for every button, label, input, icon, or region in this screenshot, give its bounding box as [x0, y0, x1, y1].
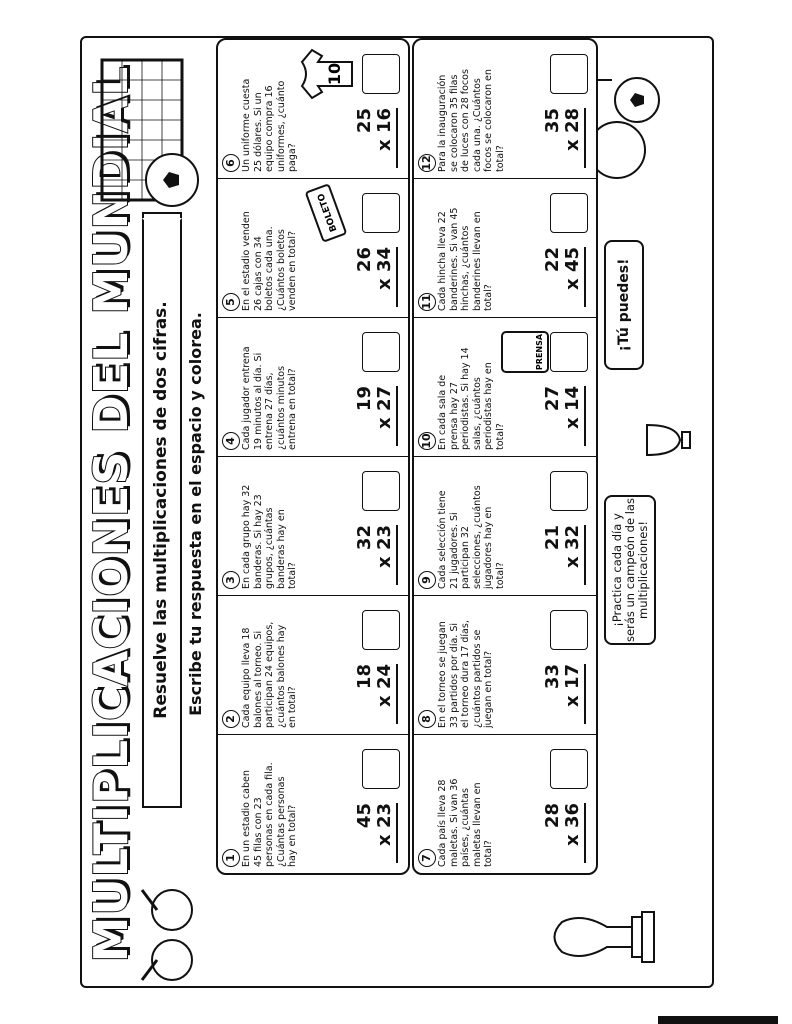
svg-text:10: 10: [325, 62, 344, 86]
subtitle-ribbon: [142, 240, 182, 780]
problem-text: Cada selección tiene 21 jugadores. Si participan 32 selecciones, ¿cuántos jugadores hay en total?: [437, 485, 506, 589]
problem-number: 12: [418, 154, 436, 172]
answer-box[interactable]: [362, 54, 400, 94]
answer-box[interactable]: [362, 471, 400, 511]
multiplication: 45 x 23: [355, 803, 398, 863]
problem-text: En el torneo se juegan 33 partidos por día. Si el torneo dura 17 días, ¿cuántos partidos se juegan en total?: [437, 620, 495, 728]
problem-number: 9: [418, 571, 436, 589]
problem-number: 3: [222, 571, 240, 589]
problem-text: En cada sala de prensa hay 27 periodistas. Si hay 14 salas, ¿cuántos periodistas hay en total?: [437, 347, 506, 450]
answer-box[interactable]: [362, 193, 400, 233]
svg-text:BOLETO: BOLETO: [316, 191, 340, 233]
multiplication: 21 x 32: [543, 525, 586, 585]
problem-card-8: [414, 596, 596, 735]
problem-text: Un uniforme cuesta 25 dólares. Si un equipo compra 16 uniformes, ¿cuánto paga?: [241, 78, 299, 172]
goal-and-ball-icon: [97, 50, 207, 210]
problem-card-12: [414, 40, 596, 179]
footer-bar: [658, 1016, 778, 1024]
answer-box[interactable]: [550, 610, 588, 650]
problems-row-2: [412, 38, 598, 875]
multiplication: 32 x 23: [355, 525, 398, 585]
answer-box[interactable]: [550, 471, 588, 511]
problem-card-2: [218, 596, 408, 735]
problem-text: Cada hincha lleva 22 banderines. Si van 45 hinchas, ¿cuántos banderines llevan en total?: [437, 207, 495, 311]
answer-box[interactable]: [550, 54, 588, 94]
problem-number: 1: [222, 849, 240, 867]
ticket-icon: [296, 183, 356, 243]
answer-box[interactable]: [362, 332, 400, 372]
problem-text: Cada país lleva 28 maletas. Si van 36 países, ¿cuántas maletas llevan en total?: [437, 778, 495, 867]
problem-number: 8: [418, 710, 436, 728]
answer-box[interactable]: [550, 332, 588, 372]
press-badge-icon: [492, 322, 552, 382]
practice-banner: ¡Practica cada día y serás un campeón de las multiplicaciones!: [604, 495, 656, 645]
cheer-banner: ¡Tú puedes!: [604, 240, 644, 370]
problem-card-4: [218, 318, 408, 457]
trophy-icon: [552, 892, 672, 982]
multiplication: 18 x 24: [355, 664, 398, 724]
answer-box[interactable]: [362, 610, 400, 650]
multiplication: 35 x 28: [543, 108, 586, 168]
problem-card-1: [218, 735, 408, 873]
multiplication: 19 x 27: [355, 386, 398, 446]
problem-number: 11: [418, 293, 436, 311]
problem-card-5: [218, 179, 408, 318]
problems-row-1: [216, 38, 410, 875]
problem-card-10: [414, 318, 596, 457]
multiplication: 25 x 16: [355, 108, 398, 168]
problem-card-7: [414, 735, 596, 873]
multiplication: 27 x 14: [543, 386, 586, 446]
problem-text: Cada jugador entrena 19 minutos al día. Si entrena 27 días, ¿cuántos minutos entrena en total?: [241, 346, 299, 450]
rotated-content: [82, 38, 716, 990]
problem-text: En el estadio venden 26 cajas con 34 boletos cada una. ¿Cuántos boletos venden en total?: [241, 211, 299, 311]
instruction-text: Escribe tu respuesta en el espacio y colorea.: [186, 312, 205, 716]
multiplication: 28 x 36: [543, 803, 586, 863]
problem-number: 2: [222, 710, 240, 728]
problem-card-9: [414, 457, 596, 596]
problem-card-3: [218, 457, 408, 596]
problem-number: 10: [418, 432, 436, 450]
problem-text: Cada equipo lleva 18 balones al torneo. Si participan 24 equipos, ¿cuántos balones hay en total?: [241, 621, 299, 728]
problem-text: Para la inauguración se colocaron 35 filas de luces con 28 focos cada una. ¿Cuántos focos se colocaron en total?: [437, 69, 506, 172]
multiplication: 22 x 45: [543, 247, 586, 307]
multiplication: 33 x 17: [543, 664, 586, 724]
problem-text: En un estadio caben 45 filas con 23 personas en cada fila. ¿Cuántas personas hay en total?: [241, 762, 299, 867]
jersey-icon: [296, 44, 356, 104]
answer-box[interactable]: [550, 749, 588, 789]
answer-box[interactable]: [362, 749, 400, 789]
page-title: MULTIPLICACIONES DEL MUNDIAL: [84, 65, 138, 963]
cup-trophy-icon: [642, 410, 702, 470]
problem-number: 7: [418, 849, 436, 867]
multiplication: 26 x 34: [355, 247, 398, 307]
problem-number: 5: [222, 293, 240, 311]
problem-number: 6: [222, 154, 240, 172]
fans-cheering-icon: [122, 880, 212, 990]
problem-card-6: [218, 40, 408, 179]
problem-number: 4: [222, 432, 240, 450]
subtitle-text: Resuelve las multiplicaciones de dos cifras.: [151, 301, 171, 719]
answer-box[interactable]: [550, 193, 588, 233]
worksheet-border: [80, 36, 714, 988]
problem-card-11: [414, 179, 596, 318]
svg-text:PRENSA: PRENSA: [535, 333, 544, 371]
problem-text: En cada grupo hay 32 banderas. Si hay 23 grupos, ¿cuántas banderas hay en total?: [241, 484, 299, 589]
